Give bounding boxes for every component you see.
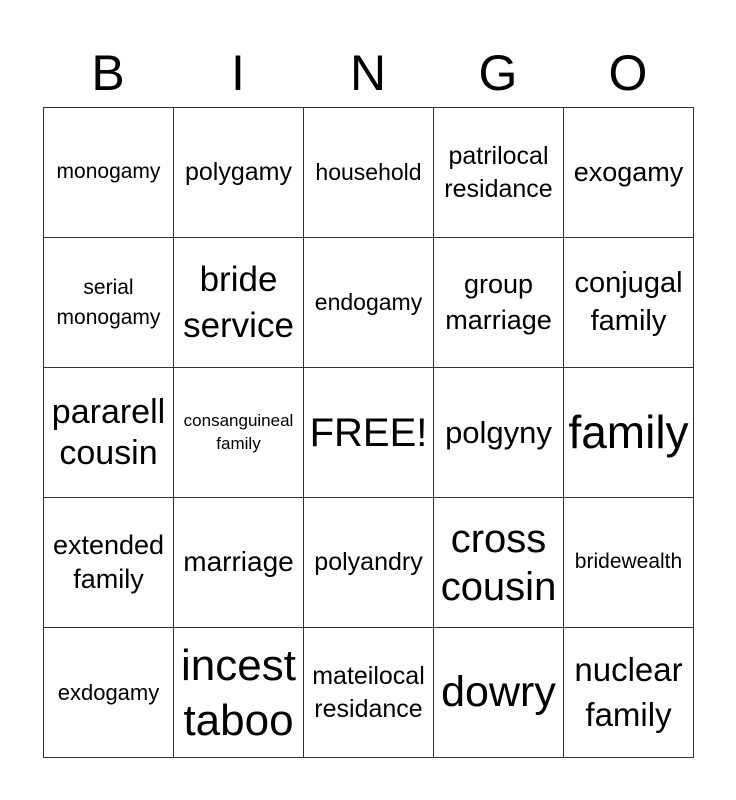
bingo-cell[interactable]: monogamy (44, 108, 174, 238)
bingo-cell[interactable]: marriage (174, 498, 304, 628)
bingo-cell[interactable]: group marriage (434, 238, 564, 368)
bingo-cell[interactable]: family (564, 368, 694, 498)
bingo-cell[interactable]: dowry (434, 628, 564, 758)
bingo-cell[interactable]: endogamy (304, 238, 434, 368)
bingo-cell[interactable]: polygamy (174, 108, 304, 238)
bingo-cell[interactable]: household (304, 108, 434, 238)
header-letter-n: N (349, 45, 387, 101)
bingo-cell[interactable]: mateilocal residance (304, 628, 434, 758)
bingo-cell[interactable]: bride service (174, 238, 304, 368)
bingo-cell[interactable]: incest taboo (174, 628, 304, 758)
bingo-row (44, 368, 694, 498)
bingo-cell[interactable]: extended family (44, 498, 174, 628)
header-letter-i: I (231, 45, 245, 101)
bingo-header (43, 40, 693, 106)
header-letter-o: O (608, 45, 648, 101)
bingo-cell[interactable]: exdogamy (44, 628, 174, 758)
bingo-card-grid (43, 107, 694, 758)
header-letter-b: B (91, 45, 125, 101)
bingo-cell[interactable]: nuclear family (564, 628, 694, 758)
bingo-row (44, 628, 694, 758)
bingo-cell[interactable]: cross cousin (434, 498, 564, 628)
header-letter-g: G (478, 45, 518, 101)
bingo-cell[interactable]: pararell cousin (44, 368, 174, 498)
bingo-row (44, 498, 694, 628)
bingo-cell[interactable]: serial monogamy (44, 238, 174, 368)
bingo-cell[interactable]: exogamy (564, 108, 694, 238)
bingo-cell[interactable]: patrilocal residance (434, 108, 564, 238)
bingo-cell[interactable]: bridewealth (564, 498, 694, 628)
bingo-row (44, 108, 694, 238)
bingo-cell[interactable]: polyandry (304, 498, 434, 628)
bingo-row (44, 238, 694, 368)
bingo-cell[interactable]: polgyny (434, 368, 564, 498)
free-space-cell[interactable]: FREE! (304, 368, 434, 498)
bingo-cell[interactable]: conjugal family (564, 238, 694, 368)
bingo-cell[interactable]: consanguineal family (174, 368, 304, 498)
